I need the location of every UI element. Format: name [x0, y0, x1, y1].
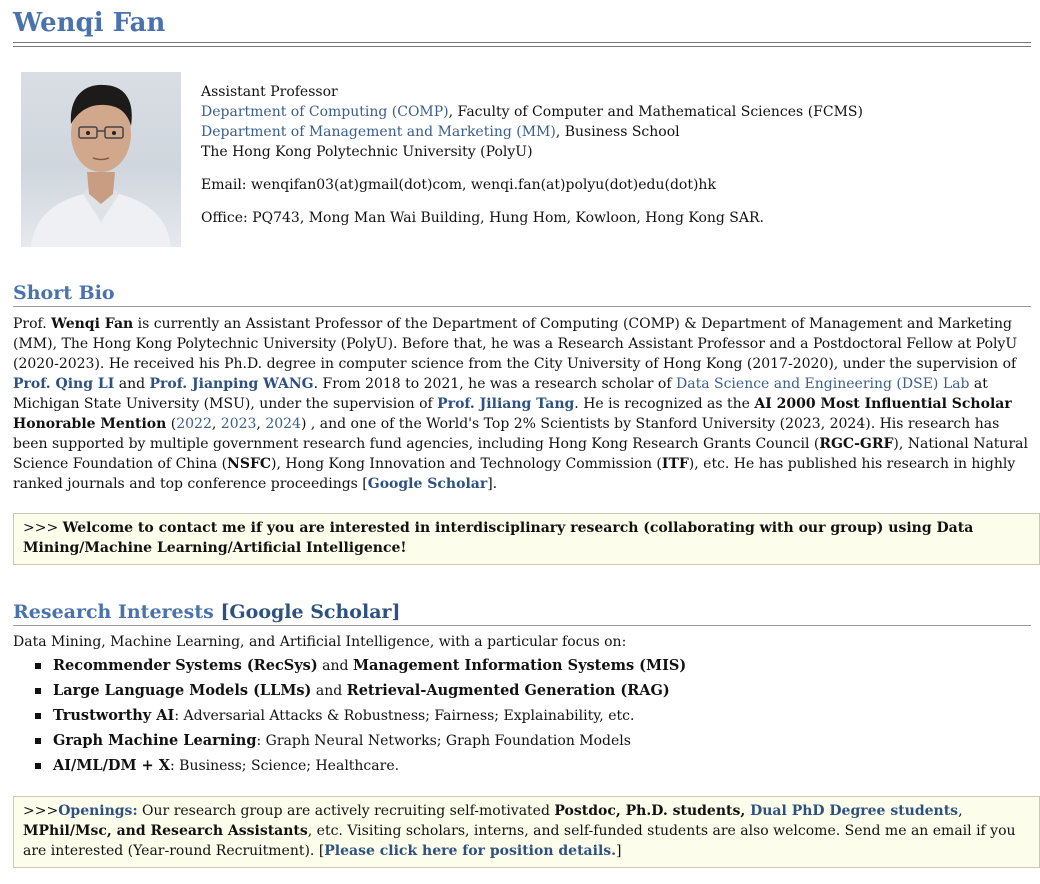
openings-label-link[interactable]: Openings:	[58, 803, 138, 819]
supervisor-qing-li-link[interactable]: Prof. Qing LI	[13, 376, 115, 392]
title-divider	[13, 42, 1031, 47]
research-interests-heading: Research Interests [Google Scholar]	[13, 599, 1031, 626]
research-google-scholar-link[interactable]: [Google Scholar]	[220, 601, 401, 623]
list-item: Recommender Systems (RecSys) and Management Information Systems (MIS)	[13, 655, 1013, 680]
dual-phd-link[interactable]: Dual PhD Degree students	[750, 803, 959, 819]
supervisor-jianping-wang-link[interactable]: Prof. Jianping WANG	[149, 376, 314, 392]
bio-paragraph: Prof. Wenqi Fan is currently an Assistant Professor of the Department of Computing (COMP) & Department of Management and Marketing (MM), The Hong Kong Polytechnic University (PolyU). Before that, he was a Research Assistant Professor and a Postdoctoral Fellow at PolyU (2020-2023). He received his Ph.D. degree in computer science from the City University of Hong Kong (2017-2020), under the supervision of Prof. Qing LI and Prof. Jianping WANG. From 2018 to 2021, he was a research scholar of Data Science and Engineering (DSE) Lab at Michigan State University (MSU), under the supervision of Prof. Jiliang Tang. He is recognized as the AI 2000 Most Influential Scholar Honorable Mention (2022, 2023, 2024) , and one of the World's Top 2% Scientists by Stanford University (2023, 2024). His research has been supported by multiple government research fund agencies, including Hong Kong Research Grants Council (RGC-GRF), National Natural Science Foundation of China (NSFC), Hong Kong Innovation and Technology Commission (ITF), etc. He has published his research in highly ranked journals and top conference proceedings [Google Scholar].	[13, 316, 1028, 492]
openings-callout: >>>Openings: Our research group are actively recruiting self-motivated Postdoc, Ph.D. students, Dual PhD Degree students, MPhil/Msc, and Research Assistants, etc. Visiting scholars, interns, and self-funded students are also welcome. Send me an email if you are interested (Year-round Recruitment). [Please click here for position details.]	[13, 796, 1040, 868]
list-item: Trustworthy AI: Adversarial Attacks & Robustness; Fairness; Explainability, etc.	[13, 705, 1013, 730]
contact-info	[201, 82, 1021, 228]
job-title: Assistant Professor	[201, 84, 338, 100]
university-name: The Hong Kong Polytechnic University (PolyU)	[201, 144, 533, 160]
comp-department-link[interactable]: Department of Computing (COMP)	[201, 104, 449, 120]
welcome-callout: >>> Welcome to contact me if you are interested in interdisciplinary research (collaborating with our group) using Data Mining/Machine Learning/Artificial Intelligence!	[13, 513, 1040, 565]
profile-photo	[21, 72, 181, 247]
affiliation-mm: Department of Management and Marketing (MM), Business School	[201, 124, 680, 140]
google-scholar-link[interactable]: Google Scholar	[367, 476, 488, 492]
award-2022-link[interactable]: 2022	[176, 416, 212, 432]
research-intro: Data Mining, Machine Learning, and Artificial Intelligence, with a particular focus on:	[13, 634, 627, 650]
office-line: Office: PQ743, Mong Man Wai Building, Hung Hom, Kowloon, Hong Kong SAR.	[201, 210, 764, 226]
profile-block	[21, 72, 1021, 248]
short-bio	[13, 314, 1029, 494]
list-item: Large Language Models (LLMs) and Retrieval-Augmented Generation (RAG)	[13, 680, 1013, 705]
email-line: Email: wenqifan03(at)gmail(dot)com, wenqi.fan(at)polyu(dot)edu(dot)hk	[201, 177, 716, 193]
page-title: Wenqi Fan	[13, 8, 166, 38]
list-item: AI/ML/DM + X: Business; Science; Healthcare.	[13, 755, 1013, 780]
research-list	[13, 655, 1013, 780]
affiliation-comp: Department of Computing (COMP), Faculty of Computer and Mathematical Sciences (FCMS)	[201, 104, 863, 120]
position-details-link[interactable]: Please click here for position details.	[324, 843, 617, 859]
supervisor-jiliang-tang-link[interactable]: Prof. Jiliang Tang	[437, 396, 575, 412]
mm-department-link[interactable]: Department of Management and Marketing (MM)	[201, 124, 556, 140]
welcome-text: Welcome to contact me if you are interested in interdisciplinary research (collaborating with our group) using Data Mining/Machine Learning/Artificial Intelligence!	[23, 520, 974, 556]
award-2023-link[interactable]: 2023	[220, 416, 257, 432]
dse-lab-link[interactable]: Data Science and Engineering (DSE) Lab	[676, 376, 970, 392]
short-bio-heading: Short Bio	[13, 280, 1031, 307]
portrait-illustration	[21, 72, 181, 247]
list-item: Graph Machine Learning: Graph Neural Networks; Graph Foundation Models	[13, 730, 1013, 755]
award-2024-link[interactable]: 2024	[265, 416, 301, 432]
